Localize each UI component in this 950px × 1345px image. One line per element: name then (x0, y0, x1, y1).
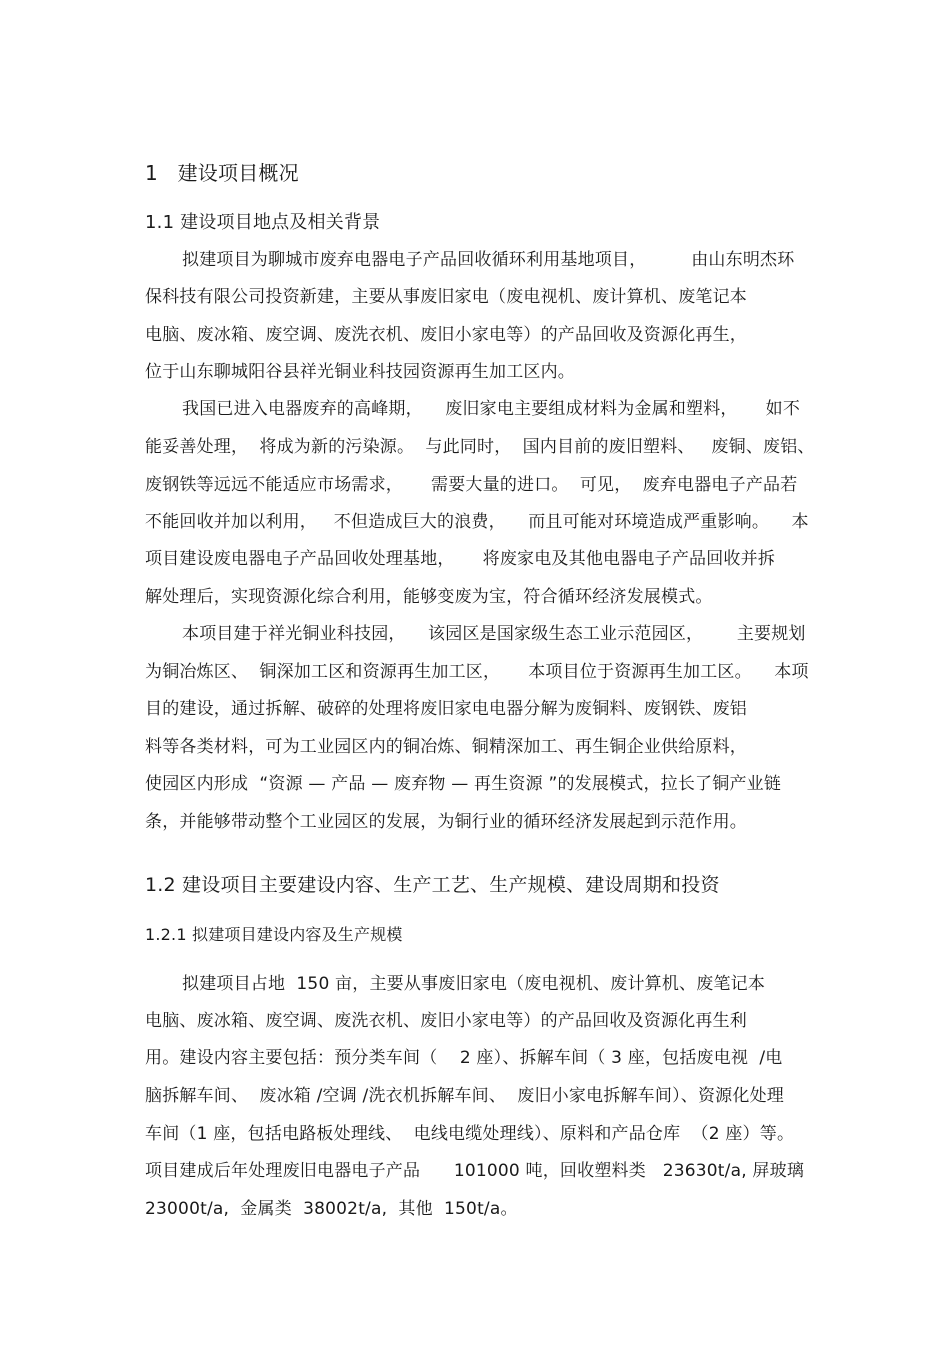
paragraph-line: 本项目建于祥光铜业科技园， 该园区是国家级生态工业示范园区， 主要规划 (182, 624, 806, 644)
paragraph-line: 23000t/a, 金属类 38002t/a, 其他 150t/a。 (145, 1199, 518, 1219)
paragraph-line: 我国已进入电器废弃的高峰期， 废旧家电主要组成材料为金属和塑料， 如不 (182, 399, 801, 419)
paragraph-line: 为铜冶炼区、 铜深加工区和资源再生加工区， 本项目位于资源再生加工区。 本项 (145, 662, 809, 682)
section-1-1-heading: 1.1 建设项目地点及相关背景 (145, 212, 381, 233)
paragraph-line: 目的建设，通过拆解、破碎的处理将废旧家电电器分解为废铜料、废钢铁、废铝 (145, 699, 747, 719)
paragraph-line: 保科技有限公司投资新建，主要从事废旧家电（废电视机、废计算机、废笔记本 (145, 287, 747, 307)
paragraph-line: 废钢铁等远远不能适应市场需求， 需要大量的进口。 可见， 废弃电器电子产品若 (145, 475, 798, 495)
paragraph-line: 拟建项目占地 150 亩，主要从事废旧家电（废电视机、废计算机、废笔记本 (182, 974, 766, 994)
paragraph-line: 条，并能够带动整个工业园区的发展，为铜行业的循环经济发展起到示范作用。 (145, 812, 747, 832)
paragraph-line: 位于山东聊城阳谷县祥光铜业科技园资源再生加工区内。 (145, 362, 575, 382)
paragraph-line: 拟建项目为聊城市废弃电器电子产品回收循环利用基地项目， 由山东明杰环 (182, 250, 795, 270)
paragraph-line: 不能回收并加以利用， 不但造成巨大的浪费， 而且可能对环境造成严重影响。 本 (145, 512, 809, 532)
paragraph-line: 车间（1 座，包括电路板处理线、 电线电缆处理线）、原料和产品仓库 （2 座）等。 (145, 1124, 795, 1144)
paragraph-line: 电脑、废冰箱、废空调、废洗衣机、废旧小家电等）的产品回收及资源化再生利 (145, 1011, 747, 1031)
paragraph-line: 能妥善处理， 将成为新的污染源。 与此同时， 国内目前的废旧塑料、 废铜、废铝、 (145, 437, 815, 457)
paragraph-line: 解处理后，实现资源化综合利用，能够变废为宝，符合循环经济发展模式。 (145, 587, 713, 607)
paragraph-line: 用。建设内容主要包括：预分类车间（ 2 座）、拆解车间（ 3 座，包括废电视 /电 (145, 1048, 783, 1068)
paragraph-line: 电脑、废冰箱、废空调、废洗衣机、废旧小家电等）的产品回收及资源化再生， (145, 325, 747, 345)
paragraph-line: 使园区内形成 “资源 — 产品 — 废弃物 — 再生资源 ”的发展模式，拉长了铜产业链 (145, 774, 782, 794)
paragraph-line: 项目建设废电器电子产品回收处理基地， 将废家电及其他电器电子产品回收并拆 (145, 549, 776, 569)
paragraph-line: 脑拆解车间、 废冰箱 /空调 /洗衣机拆解车间、 废旧小家电拆解车间）、资源化处理 (145, 1086, 784, 1106)
section-1-heading: 1 建设项目概况 (145, 161, 299, 185)
section-1-2-heading: 1.2 建设项目主要建设内容、生产工艺、生产规模、建设周期和投资 (145, 874, 720, 896)
section-1-2-1-heading: 1.2.1 拟建项目建设内容及生产规模 (145, 925, 403, 944)
paragraph-line: 料等各类材料，可为工业园区内的铜冶炼、铜精深加工、再生铜企业供给原料， (145, 737, 747, 757)
paragraph-line: 项目建成后年处理废旧电器电子产品 101000 吨，回收塑料类 23630t/a, 屏玻璃 (145, 1161, 805, 1181)
